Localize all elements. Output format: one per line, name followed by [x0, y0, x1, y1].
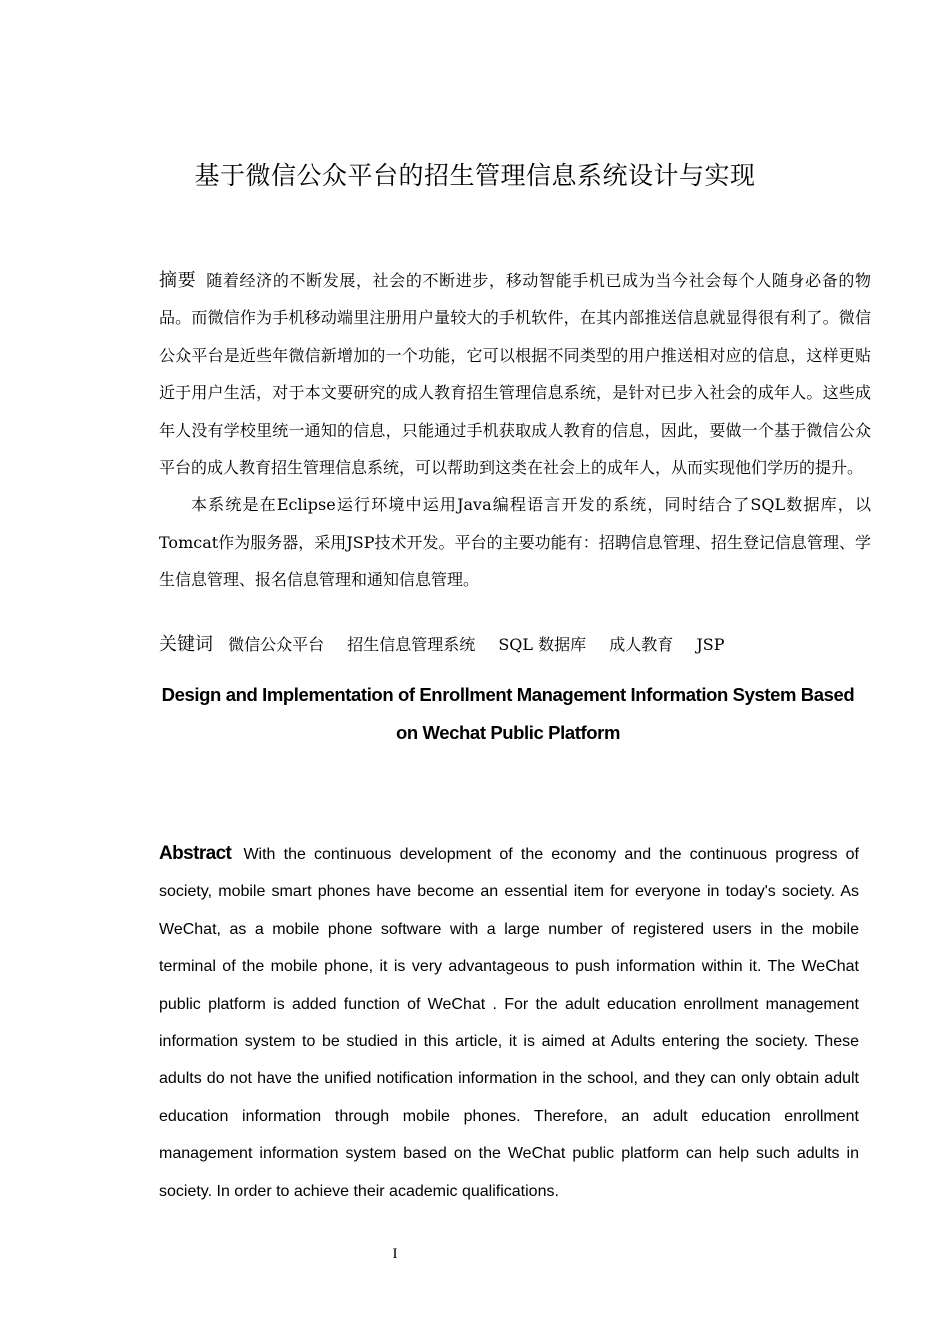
keyword: JSP — [696, 635, 725, 654]
keywords-label: 关键词 — [159, 634, 213, 655]
chinese-abstract-paragraph-2: 本系统是在Eclipse运行环境中运用Java编程语言开发的系统，同时结合了SQL数据库，以Tomcat作为服务器，采用JSP技术开发。平台的主要功能有：招聘信息管理、招生登记信息管理、学生信息管理、报名信息管理和通知信息管理。 — [159, 495, 871, 590]
english-abstract-paragraph — [159, 835, 859, 1210]
chinese-title: 基于微信公众平台的招生管理信息系统设计与实现 — [194, 161, 756, 190]
chinese-abstract-label: 摘要 — [159, 270, 197, 291]
english-abstract — [159, 835, 859, 1210]
page-number: I — [392, 1246, 398, 1262]
chinese-abstract-paragraph-1 — [159, 262, 871, 486]
english-title: Design and Implementation of Enrollment Management Information System Based on Wechat Public Platform — [161, 684, 855, 743]
chinese-abstract-text-1: 随着经济的不断发展，社会的不断进步，移动智能手机已成为当今社会每个人随身必备的物品。而微信作为手机移动端里注册用户量较大的手机软件，在其内部推送信息就显得很有利了。微信公众平台是近些年微信新增加的一个功能，它可以根据不同类型的用户推送相对应的信息，这样更贴近于用户生活，对于本文要研究的成人教育招生管理信息系统，是针对已步入社会的成年人。这些成年人没有学校里统一通知的信息，只能通过手机获取成人教育的信息，因此，要做一个基于微信公众平台的成人教育招生管理信息系统，可以帮助到这类在社会上的成年人，从而实现他们学历的提升。 — [159, 271, 871, 478]
chinese-keywords — [159, 630, 871, 660]
keyword: 成人教育 — [609, 635, 674, 654]
keyword: 招生信息管理系统 — [347, 635, 476, 654]
english-abstract-text: With the continuous development of the economy and the continuous progress of society, mobile smart phones have become an essential item for everyone in today's society. As WeChat, as a mobile phone software with a large number of registered users in the mobile terminal of the mobile phone, it is very advantageous to push information within it. The WeChat public platform is added function of WeChat . For the adult education enrollment management information system to be studied in this article, it is aimed at Adults entering the society. These adults do not have the unified notification information in the school, and they can only obtain adult education information through mobile phones. Therefore, an adult education enrollment management information system based on the WeChat public platform can help such adults in society. In order to achieve their academic qualifications. — [159, 846, 859, 1200]
chinese-abstract — [159, 262, 871, 599]
keyword: SQL 数据库 — [498, 635, 587, 654]
english-abstract-label: Abstract — [159, 843, 232, 864]
keyword: 微信公众平台 — [228, 635, 325, 654]
